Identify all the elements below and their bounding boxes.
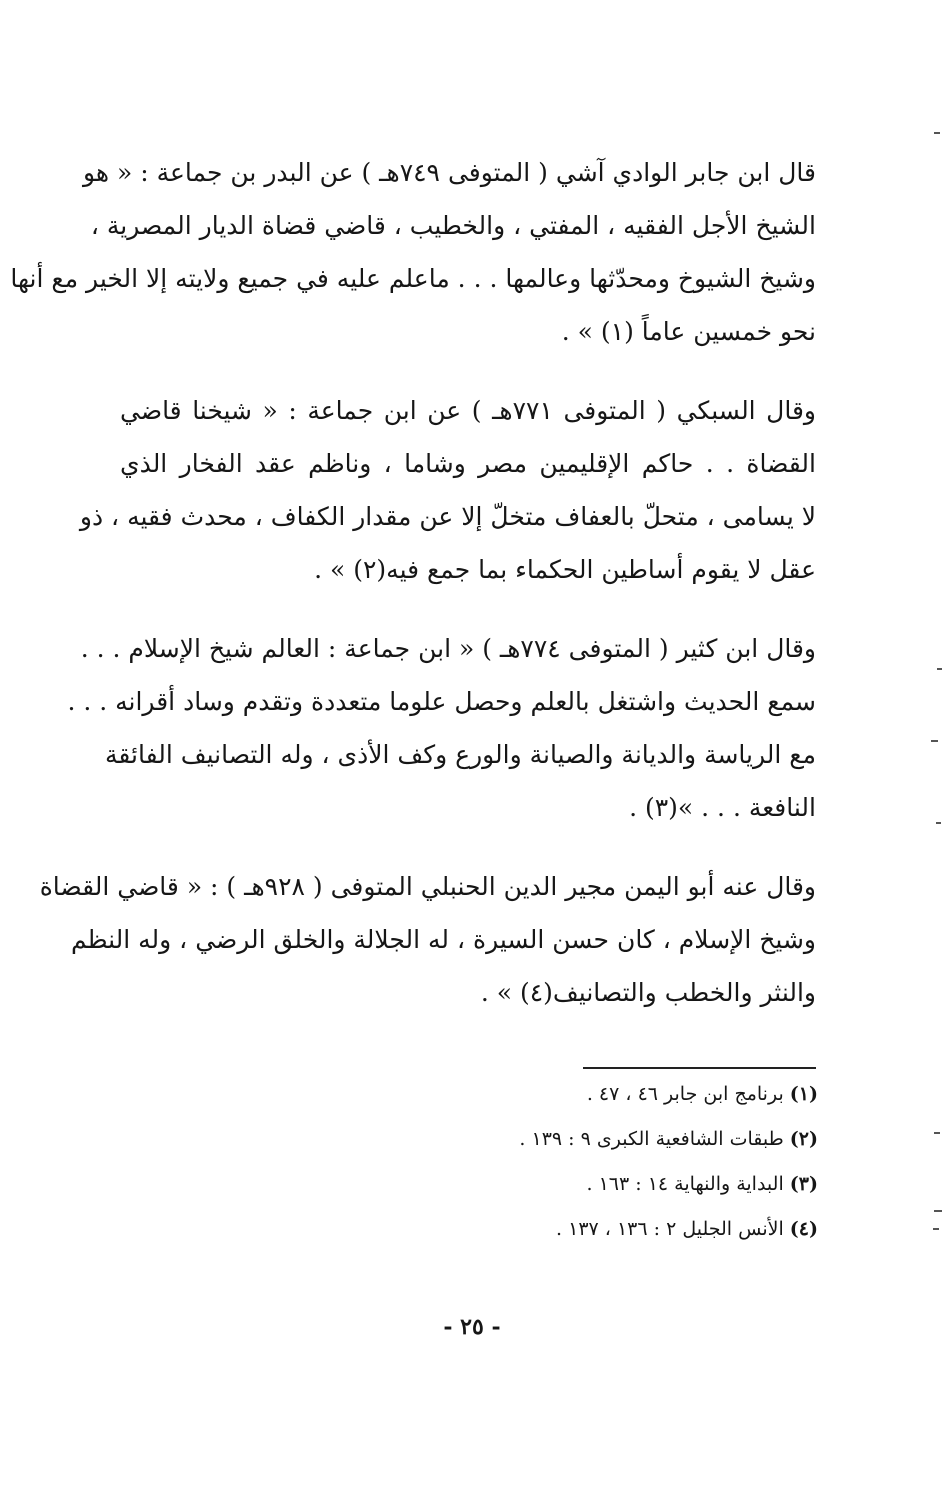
scan-mark [934,132,940,134]
scan-mark [933,1228,939,1230]
footnote-1 [298,1072,818,1117]
text-line: عقل لا يقوم أساطين الحكماء بما جمع فيه(٢) » . [314,555,816,584]
footnote-number: (١) [789,1083,818,1105]
footnote-text: برنامج ابن جابر ٤٦ ، ٤٧ . [586,1083,784,1105]
footnote-number: (٢) [789,1128,818,1150]
text-line: لا يسامى ، متحلّ بالعفاف متخلّ إلا عن مقدار الكفاف ، محدث فقيه ، ذو [79,502,816,531]
text-line: وقال عنه أبو اليمن مجير الدين الحنبلي المتوفى ( ٩٢٨هـ ) : « قاضي القضاة [39,872,816,901]
text-line: قال ابن جابر الوادي آشي ( المتوفى ٧٤٩هـ ) عن البدر بن جماعة : « هو [82,158,816,187]
text-line: وشيخ الإسلام ، كان حسن السيرة ، له الجلالة والخلق الرضي ، وله النظم [70,925,816,954]
main-text [10,146,816,1045]
text-line: نحو خمسين عاماً (١) » . [561,317,816,346]
page-number: - ٢٥ - [443,1314,501,1340]
footnote-separator [583,1067,816,1069]
scan-mark [936,822,941,824]
text-line: وقال ابن كثير ( المتوفى ٧٧٤هـ ) « ابن جماعة : العالم شيخ الإسلام . . . [80,634,816,663]
text-line: مع الرياسة والديانة والصيانة والورع وكف الأذى ، وله التصانيف الفائقة [104,740,816,769]
footnote-number: (٤) [789,1218,818,1240]
scan-mark [937,668,942,670]
text-line: وشيخ الشيوخ ومحدّثها وعالمها . . . ماعلم عليه في جميع ولايته إلا الخير مع أنها [10,264,816,293]
footnote-3 [298,1162,818,1207]
footnote-2 [298,1117,818,1162]
paragraph-1 [10,146,816,358]
scan-mark [934,1132,940,1134]
text-line: الشيخ الأجل الفقيه ، المفتي ، والخطيب ، قاضي قضاة الديار المصرية ، [90,211,816,240]
footnote-text: طبقات الشافعية الكبرى ٩ : ١٣٩ . [519,1128,784,1150]
paragraph-4 [39,860,816,1019]
footnote-4 [298,1207,818,1252]
footnotes [298,1072,818,1252]
scan-mark [934,1210,942,1212]
text-line: القضاة . . حاكم الإقليمين مصر وشاما ، وناظم عقد الفخار الذي [120,449,816,478]
text-line: النافعة . . . »(٣) . [629,793,816,822]
paragraph-2 [79,384,816,596]
text-line: وقال السبكي ( المتوفى ٧٧١هـ ) عن ابن جماعة : « شيخنا قاضي [120,396,816,425]
paragraph-3 [67,622,816,834]
footnote-text: البداية والنهاية ١٤ : ١٦٣ . [586,1173,784,1195]
scan-mark [931,740,938,742]
text-line: والنثر والخطب والتصانيف(٤) » . [480,978,816,1007]
text-line: سمع الحديث واشتغل بالعلم وحصل علوما متعددة وتقدم وساد أقرانه . . . [67,687,816,716]
footnote-number: (٣) [789,1173,818,1195]
footnote-text: الأنس الجليل ٢ : ١٣٦ ، ١٣٧ . [556,1218,784,1240]
